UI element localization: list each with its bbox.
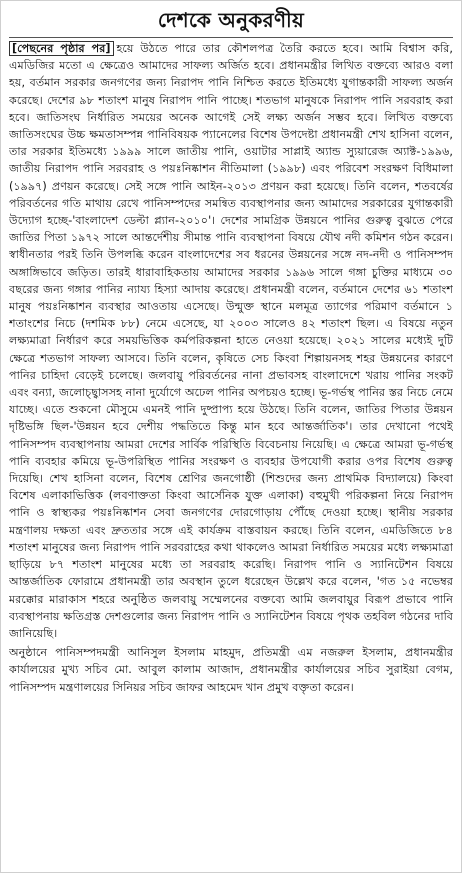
article-body [9,40,453,868]
paragraph-1-text: হয়ে উঠতে পারে তার কৌশলপত্র তৈরি করতে হবে। আমি বিশ্বাস করি, এমডিজির মতো এ ক্ষেত্রেও আমাদের সাফল্য অর্জিত হবে। প্রধানমন্ত্রীর লিখিত বক্তব্যে আরও বলা হয়, বর্তমান সরকার জনগণের জন্য নিরাপদ পানি নিশ্চিত করতে ইতিমধ্যে যুগান্তকারী সাফল্য অর্জন করেছে। দেশের ৯৮ শতাংশ মানুষ নিরাপদ পানি পাচ্ছে। শতভাগ মানুষকে নিরাপদ পানি সরবরাহ করা হবে। জাতিসংঘ নির্ধারিত সময়ের অনেক আগেই সেই লক্ষ্য অর্জন সম্ভব হবে। লিখিত বক্তব্যে জাতিসংঘের উচ্চ ক্ষমতাসম্পন্ন পানিবিষয়ক প্যানেলের বিশেষ উপদেষ্টা প্রধানমন্ত্রী শেখ হাসিনা বলেন, তার সরকার ইতিমধ্যে ১৯৯৯ সালে জাতীয় পানি, ওয়াটার সাপ্লাই অ্যান্ড স্যুয়ারেজ অ্যাক্ট-১৯৯৬, জাতীয় নিরাপদ পানি সরবরাহ ও পয়ঃনিষ্কাশন নীতিমালা (১৯৯৮) এবং পরিবেশ সংরক্ষণ বিধিমালা (১৯৯৭) প্রণয়ন করেছে। সেই সঙ্গে পানি আইন-২০১৩ প্রণয়ন করা হয়েছে। তিনি বলেন, শতবর্ষের পরিবর্তনের গতি মাথায় রেখে পানিসম্পদের সমন্বিত ব্যবস্থাপনার জন্য আমাদের সরকারের যুগান্তকারী উদ্যোগ হচ্ছে-'বাংলাদেশ ডেল্টা প্ল্যান-২০১০'। দেশের সামগ্রিক উন্নয়নে পানির গুরুত্ব বুঝতে পেরে জাতির পিতা ১৯৭২ সালে আন্তর্দেশীয় সীমান্ত পানি ব্যবস্থাপনা বিষয়ে যৌথ নদী কমিশন গঠন করেন। স্বাধীনতার পরই তিনি উপলব্ধি করেন বাংলাদেশের সব ধরনের উন্নয়নের সঙ্গে নদ-নদী ও পানিসম্পদ অঙ্গাঙ্গিভাবে জড়িত। তারই ধারাবাহিকতায় আমাদের সরকার ১৯৯৬ সালে গঙ্গা চুক্তির মাধ্যমে ৩০ বছরের জন্য গঙ্গার পানির ন্যায্য হিস্যা আদায় করেছে। প্রধানমন্ত্রী বলেন, বর্তমানে দেশের ৬১ শতাংশ মানুষ পয়ঃনিষ্কাশন ব্যবস্থার আওতায় এসেছে। উন্মুক্ত স্থানে মলমূত্র ত্যাগের পরিমাণ বর্তমানে ১ শতাংশের নিচে (দশমিক ৮৮) নেমে এসেছে, যা ২০০৩ সালেও ৪২ শতাংশ ছিল। এ বিষয়ে নতুন লক্ষ্যমাত্রা নির্ধারণ করে সময়ভিত্তিক কর্মপরিকল্পনা হাতে নেওয়া হয়েছে। ২০২১ সালের মধ্যেই দুটি ক্ষেত্রে শতভাগ সাফল্য আসবে। তিনি বলেন, কৃষিতে সেচ কিংবা শিল্পায়নসহ শহর উন্নয়নের কারণে পানির চাহিদা বেড়েই চলেছে। জলবায়ু পরিবর্তনের নানা প্রভাবসহ বাংলাদেশে খরায় পানির সংকট এবং বন্যা, জলোচ্ছ্বাসসহ নানা দুর্যোগে অঢেল পানির অপচয়ও হচ্ছে। ভূ-গর্ভস্থ পানির স্তর নিচে নেমে যাচ্ছে। এতে শুকনো মৌসুমে এমনই পানি দুষ্প্রাপ্য হয়ে উঠছে। তিনি বলেন, জাতির পিতার উন্নয়ন দৃষ্টিভঙ্গি ছিল-'উন্নয়ন হবে দেশীয় পদ্ধতিতে কিন্তু মান হবে আন্তর্জাতিক'। তার দেখানো পথেই পানিসম্পদ ব্যবস্থাপনায় আমরা দেশের সার্বিক পরিস্থিতি বিবেচনায় নিয়েছি। এ ক্ষেত্রে আমরা ভূ-গর্ভস্থ পানি ব্যবহার কমিয়ে ভূ-উপরিস্থিত পানির সংরক্ষণ ও ব্যবহার উপযোগী করার ওপর বিশেষ গুরুত্ব দিয়েছি। শেখ হাসিনা বলেন, বিশেষ শ্রেণির জনগোষ্ঠী (শিশুদের জন্য প্রাথমিক বিদ্যালয়ে) কিংবা বিশেষ এলাকাভিত্তিক (লবণাক্ততা কিংবা আর্সেনিক যুক্ত এলাকা) বহুমুখী পরিকল্পনা নিয়ে নিরাপদ পানি ও স্বাস্থ্যকর পয়ঃনিষ্কাশন সেবা জনগণের দোরগোড়ায় পৌঁছে দেওয়া হচ্ছে। স্থানীয় সরকার মন্ত্রণালয় দক্ষতা এবং দ্রুততার সঙ্গে এই কার্যক্রম বাস্তবায়ন করছে। তিনি বলেন, এমডিজিতে ৮৪ শতাংশ মানুষের জন্য নিরাপদ পানি সরবরাহের কথা থাকলেও আমরা নির্ধারিত সময়ের মধ্যে লক্ষ্যমাত্রা ছাড়িয়ে ৮৭ শতাংশ মানুষের মধ্যে তা সরবরাহ করেছি। নিরাপদ পানি ও স্যানিটেশন বিষয়ে আন্তর্জাতিক ফোরামে প্রধানমন্ত্রী তার অবস্থান তুলে ধরেছেন উল্লেখ করে বলেন, 'গত ১৫ নভেম্বর মরক্কোর মারাকাস শহরে অনুষ্ঠিত জলবায়ু সম্মেলনের বক্তব্যে আমি জলবায়ুর বিরূপ প্রভাবে পানি ব্যবস্থাপনায় ক্ষতিগ্রস্ত দেশগুলোর জন্য নিরাপদ পানি ও স্যানিটেশন বিষয়ে পৃথক তহবিল গঠনের দাবি জানিয়েছি। [9,42,453,640]
article-paragraph-2: অনুষ্ঠানে পানিসম্পদমন্ত্রী আনিসুল ইসলাম মাহমুদ, প্রতিমন্ত্রী এম নজরুল ইসলাম, প্রধানমন্ত্রীর কার্যালয়ের মুখ্য সচিব মো. আবুল কালাম আজাদ, প্রধানমন্ত্রীর কার্যালয়ের সচিব সুরাইয়া বেগম, পানিসম্পদ মন্ত্রণালয়ের সিনিয়র সচিব জাফর আহমেদ খান প্রমুখ বক্তৃতা করেন। [9,646,453,694]
headline-divider [9,37,453,38]
article-paragraph-1 [9,40,453,642]
continued-from-tag: [পেছনের পৃষ্ঠার পর] [9,41,114,56]
article-headline: দেশকে অনুকরণীয় [157,8,305,32]
